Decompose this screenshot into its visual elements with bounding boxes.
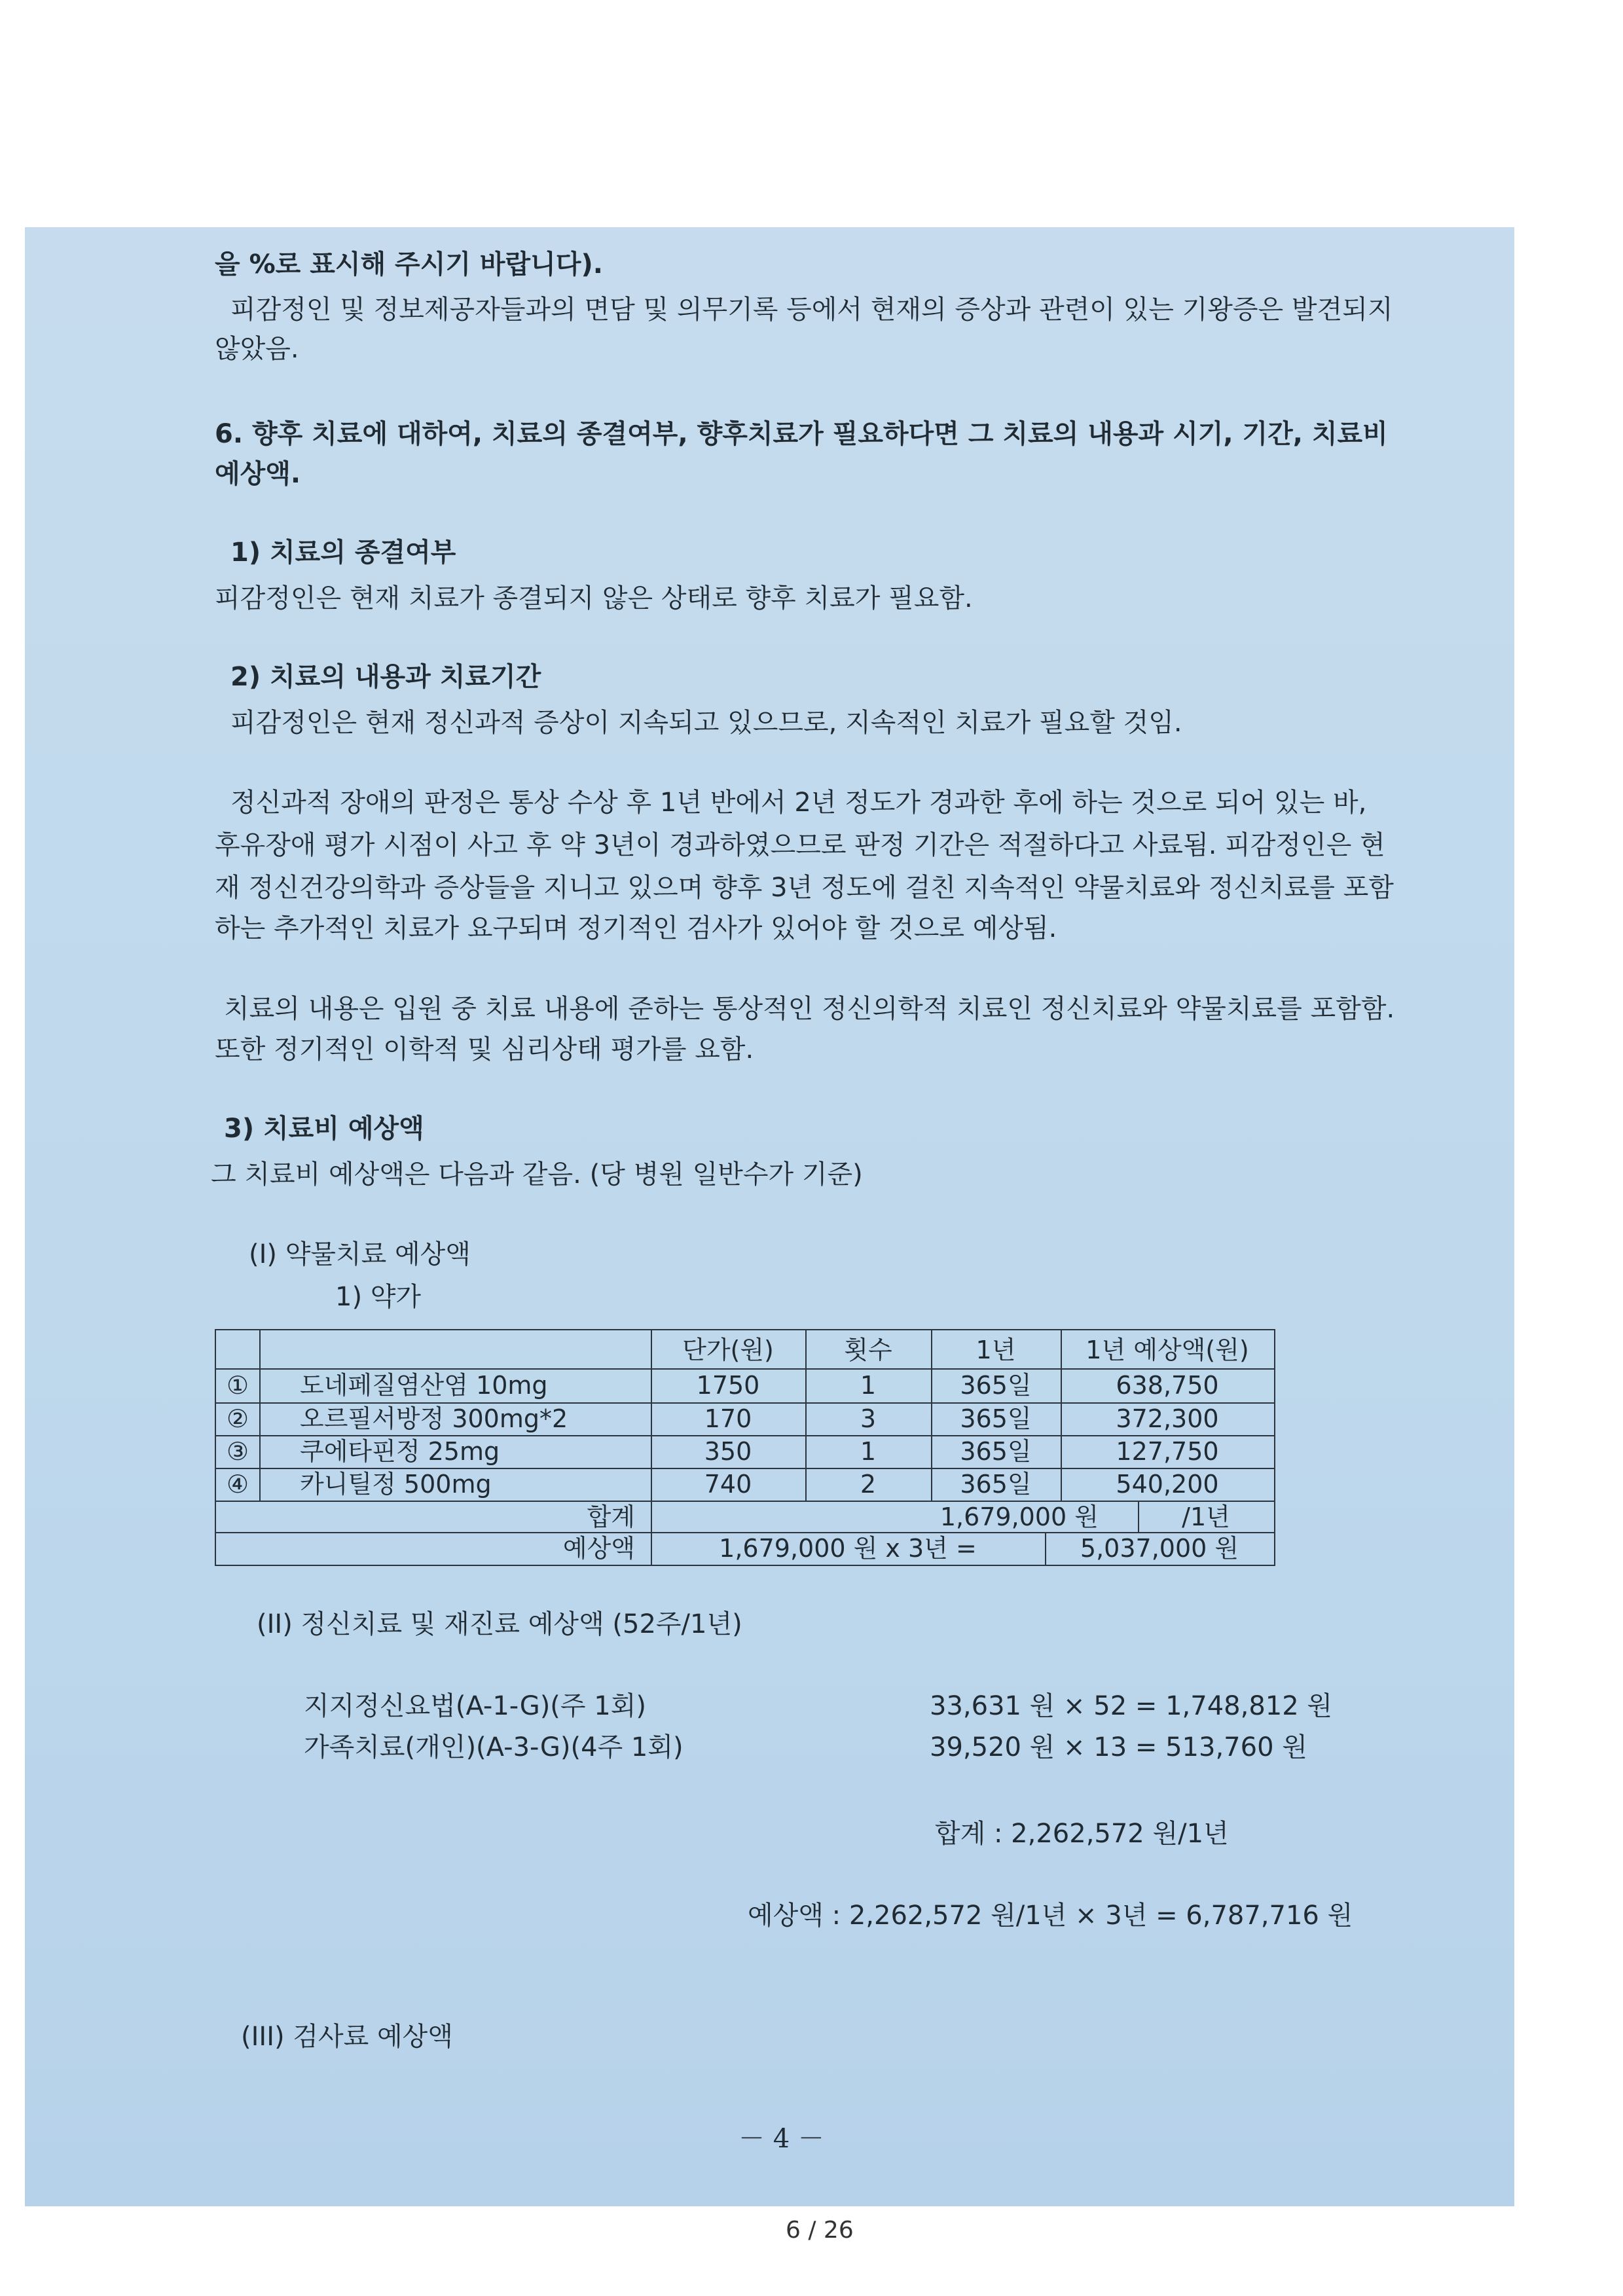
sum-label: 합계	[587, 1503, 635, 1531]
subheading: 3) 치료비 예상액	[224, 1114, 424, 1144]
estimate-label: 예상액	[562, 1534, 635, 1563]
subheading: 2) 치료의 내용과 치료기간	[230, 662, 541, 692]
row-number: ②	[226, 1404, 249, 1433]
therapy-total: 합계 : 2,262,572 원/1년	[935, 1819, 1229, 1849]
table-rule	[259, 1330, 261, 1501]
text-line: 그 치료비 예상액은 다음과 같음. (당 병원 일반수가 기준)	[211, 1159, 863, 1190]
sum-unit: /1년	[1182, 1503, 1230, 1531]
row-number: ①	[226, 1371, 249, 1400]
unit-price: 350	[704, 1437, 752, 1466]
year-amount: 372,300	[1116, 1404, 1219, 1433]
year-amount: 638,750	[1116, 1371, 1219, 1400]
year-days: 365일	[960, 1470, 1032, 1499]
text-line: 정신과적 장애의 판정은 통상 수상 후 1년 반에서 2년 정도가 경과한 후에 하는 것으로 되어 있는 바,	[230, 788, 1367, 818]
year-days: 365일	[960, 1437, 1032, 1466]
therapy-item: 지지정신요법(A-1-G)(주 1회)	[304, 1691, 646, 1721]
text-line: (III) 검사료 예상액	[241, 2022, 453, 2052]
drug-cost-table	[215, 1329, 1275, 1566]
drug-name: 도네페질염산염 10mg	[300, 1371, 548, 1400]
times: 2	[860, 1470, 877, 1499]
text-line: 후유장애 평가 시점이 사고 후 약 3년이 경과하였으므로 판정 기간은 적절하다고 사료됨. 피감정인은 현	[215, 830, 1385, 860]
text-line: 않았음.	[215, 334, 299, 364]
year-amount: 127,750	[1116, 1437, 1219, 1466]
text-line: 피감정인 및 정보제공자들과의 면담 및 의무기록 등에서 현재의 증상과 관련이 있는 기왕증은 발견되지	[230, 295, 1393, 325]
page-number: － 4 －	[739, 2124, 824, 2154]
estimate-value: 5,037,000 원	[1080, 1534, 1239, 1563]
text-line: 치료의 내용은 입원 중 치료 내용에 준하는 통상적인 정신의학적 치료인 정신치료와 약물치료를 포함함.	[224, 994, 1395, 1024]
column-header: 1년	[976, 1336, 1016, 1364]
times: 1	[860, 1371, 877, 1400]
unit-price: 170	[704, 1404, 752, 1433]
drug-name: 카니틸정 500mg	[300, 1470, 492, 1499]
text-line: 1) 약가	[335, 1282, 422, 1312]
subheading: 1) 치료의 종결여부	[230, 538, 456, 568]
drug-name: 오르필서방정 300mg*2	[300, 1404, 568, 1433]
text-line: 피감정인은 현재 정신과적 증상이 지속되고 있으므로, 지속적인 치료가 필요할 것임.	[230, 708, 1182, 738]
text-line: 재 정신건강의학과 증상들을 지니고 있으며 향후 3년 정도에 걸친 지속적인 약물치료와 정신치료를 포함	[215, 873, 1394, 903]
text-line: 하는 추가적인 치료가 요구되며 정기적인 검사가 있어야 할 것으로 예상됨.	[215, 913, 1057, 943]
unit-price: 740	[704, 1470, 752, 1499]
sum-amount: 1,679,000 원	[939, 1503, 1099, 1531]
text-line: 을 %로 표시해 주시기 바랍니다).	[215, 249, 603, 280]
drug-name: 쿠에타핀정 25mg	[300, 1437, 500, 1466]
section-heading: 6. 향후 치료에 대하여, 치료의 종결여부, 향후치료가 필요하다면 그 치료의 내용과 시기, 기간, 치료비	[215, 419, 1388, 449]
text-line: 피감정인은 현재 치료가 종결되지 않은 상태로 향후 치료가 필요함.	[215, 583, 973, 613]
row-number: ③	[226, 1437, 249, 1466]
section-heading: 예상액.	[215, 459, 301, 489]
times: 3	[860, 1404, 877, 1433]
therapy-calc: 33,631 원 × 52 = 1,748,812 원	[930, 1691, 1333, 1721]
therapy-estimate: 예상액 : 2,262,572 원/1년 × 3년 = 6,787,716 원	[748, 1901, 1353, 1931]
sum-value	[651, 1501, 1138, 1533]
therapy-calc: 39,520 원 × 13 = 513,760 원	[930, 1732, 1307, 1762]
estimate-formula: 1,679,000 원 x 3년 =	[719, 1534, 977, 1563]
text-line: 또한 정기적인 이학적 및 심리상태 평가를 요함.	[215, 1034, 754, 1065]
column-header: 1년 예상액(원)	[1085, 1336, 1249, 1364]
year-amount: 540,200	[1116, 1470, 1219, 1499]
times: 1	[860, 1437, 877, 1466]
year-days: 365일	[960, 1404, 1032, 1433]
therapy-item: 가족치료(개인)(A-3-G)(4주 1회)	[304, 1732, 684, 1762]
year-days: 365일	[960, 1371, 1032, 1400]
unit-price: 1750	[696, 1371, 760, 1400]
pager: 6 / 26	[786, 2217, 854, 2244]
column-header: 횟수	[844, 1336, 892, 1364]
column-header: 단가(원)	[682, 1336, 774, 1364]
text-line: (I) 약물치료 예상액	[249, 1239, 471, 1269]
text-line: (II) 정신치료 및 재진료 예상액 (52주/1년)	[257, 1609, 742, 1639]
row-number: ④	[226, 1470, 249, 1499]
